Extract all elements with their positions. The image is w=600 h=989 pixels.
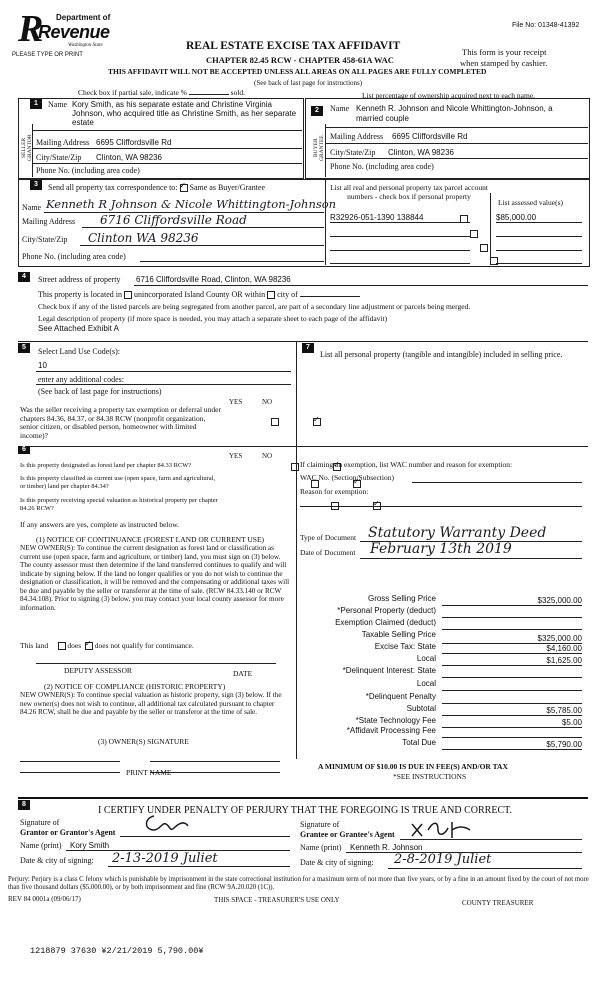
parcel-number[interactable]: R32926-051-1390 138844: [330, 213, 424, 222]
unincorporated-checkbox[interactable]: [124, 291, 132, 299]
buyer-name[interactable]: Kenneth R. Johnson and Nicole Whittington-Johnson, a married couple: [356, 104, 553, 123]
this-land-label: This land: [20, 641, 49, 650]
forest-yes-checkbox[interactable]: [291, 463, 299, 471]
calc-label: *Affidavit Processing Fee: [346, 726, 436, 735]
calc-value[interactable]: $5,785.00: [442, 706, 582, 716]
form-title: REAL ESTATE EXCISE TAX AFFIDAVIT: [186, 40, 401, 52]
doc-type[interactable]: Statutory Warranty Deed: [368, 525, 547, 541]
seller-phone-label: Phone No. (including area code): [36, 166, 140, 175]
section-6-badge: 6: [18, 446, 30, 454]
notice2-body: NEW OWNER(S): To continue special valuation as historic property, sign (3) below. If the new owner(s) does not wish to continue, all additional tax calculated pursuant to chapter 84.26 RCW, shall be due and payable by the seller or transferor at the time of sale.: [20, 691, 282, 716]
seller-name[interactable]: Kory Smith, as his separate estate and Christine Virginia Johnson, who acquired title as Christine Smith, as her separate estate: [72, 100, 297, 127]
s6-no-header: NO: [262, 452, 273, 460]
buyer-mailing-label: Mailing Address: [330, 132, 384, 141]
send-label: Send all property tax correspondence to:: [48, 183, 178, 192]
personal-prop-checkbox-4[interactable]: [490, 257, 498, 265]
does-checkbox[interactable]: [58, 642, 66, 650]
section-2-badge: 2: [311, 106, 323, 116]
grantor-name-label: Name (print): [20, 841, 62, 850]
correspondence-name[interactable]: Kenneth R Johnson & Nicole Whittington-Johnson: [46, 197, 337, 211]
calc-label: Local: [416, 654, 436, 663]
seller-city[interactable]: Clinton, WA 98236: [96, 153, 162, 162]
list-pct-note: List percentage of ownership acquired next to each name.: [362, 91, 536, 100]
calc-value[interactable]: $5.00: [442, 718, 582, 728]
section-3-badge: 3: [30, 180, 42, 190]
historical-question: Is this property receiving special valuation as historical property per chapter 84.26 RCW?: [20, 497, 218, 512]
located-row: [38, 290, 360, 299]
calc-label: *Personal Property (deduct): [337, 606, 436, 615]
calc-label: Total Due: [402, 738, 436, 747]
if-yes-note: If any answers are yes, complete as instructed below.: [20, 520, 180, 529]
grantee-sig-label-1: Signature of: [300, 820, 340, 829]
seller-mailing-label: Mailing Address: [36, 138, 90, 147]
s5-yes-checkbox[interactable]: [271, 418, 279, 426]
form-chapter: CHAPTER 82.45 RCW - CHAPTER 458-61A WAC: [206, 55, 394, 65]
city-of-label: city of: [277, 290, 298, 299]
legal-description[interactable]: See Attached Exhibit A: [38, 324, 119, 333]
calc-value[interactable]: [442, 728, 582, 738]
logo-r-icon: R: [18, 8, 44, 50]
segregated-row: [38, 302, 578, 311]
additional-codes-label: enter any additional codes:: [38, 375, 124, 384]
grantor-date-label: Date & city of signing:: [20, 856, 94, 865]
receipt-line-1: This form is your receipt: [462, 47, 547, 57]
correspondence-city[interactable]: Clinton WA 98236: [88, 231, 199, 245]
grantor-date[interactable]: 2-13-2019 Juliet: [112, 851, 218, 866]
seller-name-label: Name: [48, 100, 68, 109]
file-number: File No: 01348-41392: [512, 22, 580, 29]
legal-label: Legal description of property (if more space is needed, you may attach a separate sheet to each page of the affidavit): [38, 314, 388, 323]
personal-prop-checkbox-3[interactable]: [480, 244, 488, 252]
exemption-question: Was the seller receiving a property tax exemption or deferral under chapters 84.36, 84.37, or 84.38 RCW (nonprofit organization, senior citizen, or disabled person, homeowner with limited income)?: [20, 405, 221, 440]
s5-no-header: NO: [262, 398, 273, 406]
calc-value[interactable]: [442, 681, 582, 691]
please-type: PLEASE TYPE OR PRINT: [12, 52, 83, 58]
assessed-header: List assessed value(s): [498, 198, 563, 207]
wac-label: WAC No. (Section/Subsection): [300, 473, 394, 482]
deputy-assessor-label: DEPUTY ASSESSOR: [64, 666, 132, 675]
seller-side-label: SELLER GRANTOR: [21, 134, 33, 162]
buyer-city[interactable]: Clinton, WA 98236: [388, 148, 454, 157]
grantee-sig-label-2: Grantee or Grantee's Agent: [300, 830, 395, 839]
does-not-label: does not: [94, 641, 120, 650]
forest-question: Is this property designated as forest land per chapter 84.33 RCW?: [20, 462, 192, 469]
form-revision: REV 84 0001a (09/06/17): [8, 895, 81, 903]
land-use-label: Select Land Use Code(s):: [38, 347, 120, 356]
calc-label: Exemption Claimed (deduct): [335, 618, 436, 627]
calc-label: *Delinquent Penalty: [365, 692, 436, 701]
grantor-name[interactable]: Kory Smith: [70, 841, 110, 850]
grantee-date-label: Date & city of signing:: [300, 858, 374, 867]
current-use-question: Is this property classified as current use (open space, farm and agricultural, or timber) land per chapter 84.34?: [20, 475, 216, 490]
see-back-instructions: (See back of last page for instructions): [254, 79, 363, 87]
logo-top-text: Department of: [56, 13, 111, 22]
grantor-sig-label-1: Signature of: [20, 818, 60, 827]
notice1-title: (1) NOTICE OF CONTINUANCE (FOREST LAND OR CURRENT USE): [36, 535, 265, 544]
county-treasurer: COUNTY TREASURER: [462, 899, 534, 907]
city-checkbox[interactable]: [267, 291, 275, 299]
calc-value[interactable]: $5,790.00: [442, 740, 582, 750]
notice1-body: NEW OWNER(S): To continue the current designation as forest land or classification as current use (open space, farm and agriculture, or timber) land, you must sign on (3) below. The county assessor must then determine if the land transferred continues to qualify and will indicate by signing below. If the land no longer qualifies or you do not wish to continue the designation or classification, it will be removed and the compensating or additional taxes will be due and payable by the seller or transferor at the time of sale. (RCW 84.33.140 or RCW 84.34.108). Prior to signing (3) below, you may contact your local county assessor for more information.: [20, 544, 290, 612]
minimum-fee-note: A MINIMUM OF $10.00 IS DUE IN FEE(S) AND/OR TAX: [318, 762, 508, 771]
assessed-value[interactable]: $85,000.00: [496, 213, 537, 222]
calc-value[interactable]: [442, 620, 582, 630]
s5-no-checkbox[interactable]: [313, 418, 321, 426]
seller-mailing[interactable]: 6695 Cliffordsville Rd: [96, 138, 172, 147]
city-label-3: City/State/Zip: [22, 235, 68, 244]
segregated-label: Check box if any of the listed parcels are being segregated from another parcel, are part of a secondary line adjustment or parcels being merged.: [38, 302, 471, 311]
mailing-label-3: Mailing Address: [22, 217, 76, 226]
section-8-badge: 8: [18, 800, 30, 810]
partial-sale-text: Check box if partial sale, indicate %: [78, 88, 187, 97]
dor-logo: [18, 10, 128, 50]
calc-value[interactable]: $325,000.00: [442, 596, 582, 606]
receipt-line-2: when stamped by cashier.: [460, 58, 548, 68]
name-label-3: Name: [22, 203, 42, 212]
send-correspondence: [48, 183, 265, 192]
date-label: DATE: [233, 669, 253, 678]
buyer-city-label: City/State/Zip: [330, 148, 376, 157]
section-4-badge: 4: [18, 272, 30, 282]
calc-label: Local: [416, 679, 436, 688]
calc-value[interactable]: [442, 694, 582, 704]
correspondence-mailing[interactable]: 6716 Cliffordsville Road: [100, 213, 247, 227]
calc-label: *Delinquent Interest: State: [342, 666, 436, 675]
section-1-badge: 1: [30, 99, 42, 109]
grantee-date[interactable]: 2-8-2019 Juliet: [394, 852, 492, 867]
doc-type-label: Type of Document: [300, 533, 357, 542]
treasurer-space: THIS SPACE - TREASURER'S USE ONLY: [214, 896, 340, 904]
calc-value[interactable]: [442, 668, 582, 678]
calc-label: Subtotal: [406, 704, 436, 713]
land-use-code[interactable]: 10: [38, 361, 47, 370]
buyer-name-label: Name: [330, 104, 350, 113]
logo-main-text: Revenue: [38, 22, 110, 42]
buyer-phone-label: Phone No. (including area code): [330, 162, 434, 171]
phone-label-3: Phone No. (including area code): [22, 252, 126, 261]
unincorporated-label: unincorporated Island County OR within: [133, 290, 266, 299]
partial-sale-label: [78, 88, 245, 97]
notice2-title: (2) NOTICE OF COMPLIANCE (HISTORIC PROPERTY): [44, 682, 226, 691]
sold-text: sold.: [230, 88, 246, 97]
grantor-sig-label-2: Grantor or Grantor's Agent: [20, 828, 116, 837]
personal-prop-checkbox-1[interactable]: [460, 215, 468, 223]
exemption-label: If claiming an exemption, list WAC number and reason for exemption:: [300, 460, 513, 469]
doc-date[interactable]: February 13th 2019: [370, 541, 512, 557]
calc-value[interactable]: [442, 608, 582, 618]
reason-label: Reason for exemption:: [300, 487, 369, 496]
land-use-see-back: (See back of last page for instructions): [38, 387, 162, 396]
continuance-row: [20, 641, 194, 650]
same-as-label: Same as Buyer/Grantee: [189, 183, 266, 192]
logo-sub-text: Washington State: [68, 43, 103, 48]
owner-sig-label: (3) OWNER(S) SIGNATURE: [98, 737, 189, 746]
located-label: This property is located in: [38, 290, 122, 299]
parcel-header: List all real and personal property tax parcel account numbers - check box if personal property: [330, 183, 488, 201]
same-as-buyer-checkbox[interactable]: [180, 184, 188, 192]
calc-label: Taxable Selling Price: [361, 630, 436, 639]
grantor-signature[interactable]: [140, 812, 200, 834]
does-not-checkbox[interactable]: [85, 642, 93, 650]
seller-city-label: City/State/Zip: [36, 153, 82, 162]
calc-value[interactable]: $1,625.00: [442, 656, 582, 666]
buyer-side-label: BUYER GRANTEE: [313, 135, 325, 161]
certify-statement: I CERTIFY UNDER PENALTY OF PERJURY THAT THE FOREGOING IS TRUE AND CORRECT.: [98, 805, 512, 816]
personal-property-label: List all personal property (tangible and intangible) included in selling price.: [320, 350, 563, 359]
section-7-badge: 7: [302, 343, 314, 353]
s6-yes-header: YES: [229, 452, 243, 460]
grantee-signature[interactable]: [408, 818, 478, 840]
qualify-label: qualify for continuance.: [121, 641, 194, 650]
calc-label: Excise Tax: State: [374, 642, 436, 651]
section-5-badge: 5: [18, 343, 30, 353]
street-address[interactable]: 6716 Cliffordsville Road, Clinton, WA 98236: [136, 275, 291, 284]
s5-yes-header: YES: [229, 398, 243, 406]
calc-value[interactable]: $325,000.00: [442, 634, 582, 644]
warning-text: THIS AFFIDAVIT WILL NOT BE ACCEPTED UNLESS ALL AREAS ON ALL PAGES ARE FULLY COMPLETED: [108, 67, 487, 76]
perjury-notice: Perjury: Perjury is a class C felony which is punishable by imprisonment in the state correctional institution for a maximum term of not more than five years, or by a fine in an amount fixed by the court of not more than five thousand dollars ($5,000.00), or by both imprisonment and fine (RCW 9A.20.020 (1C)).: [8, 876, 589, 891]
grantee-name[interactable]: Kenneth R. Johnson: [350, 843, 423, 852]
print-name-label: PRINT NAME: [126, 768, 172, 777]
calc-label: Gross Selling Price: [367, 594, 436, 603]
street-label: Street address of property: [38, 275, 121, 284]
does-label: does: [67, 641, 82, 650]
calc-label: *State Technology Fee: [355, 716, 436, 725]
see-instructions: *SEE INSTRUCTIONS: [393, 772, 467, 781]
calc-value[interactable]: $4,160.00: [442, 644, 582, 654]
doc-date-label: Date of Document: [300, 548, 356, 557]
grantee-name-label: Name (print): [300, 843, 342, 852]
receipt-stamp: 1218879 37630 ¥2/21/2019 5,790.00¥: [30, 946, 204, 956]
personal-prop-checkbox-2[interactable]: [470, 230, 478, 238]
buyer-mailing[interactable]: 6695 Cliffordsville Rd: [392, 132, 468, 141]
